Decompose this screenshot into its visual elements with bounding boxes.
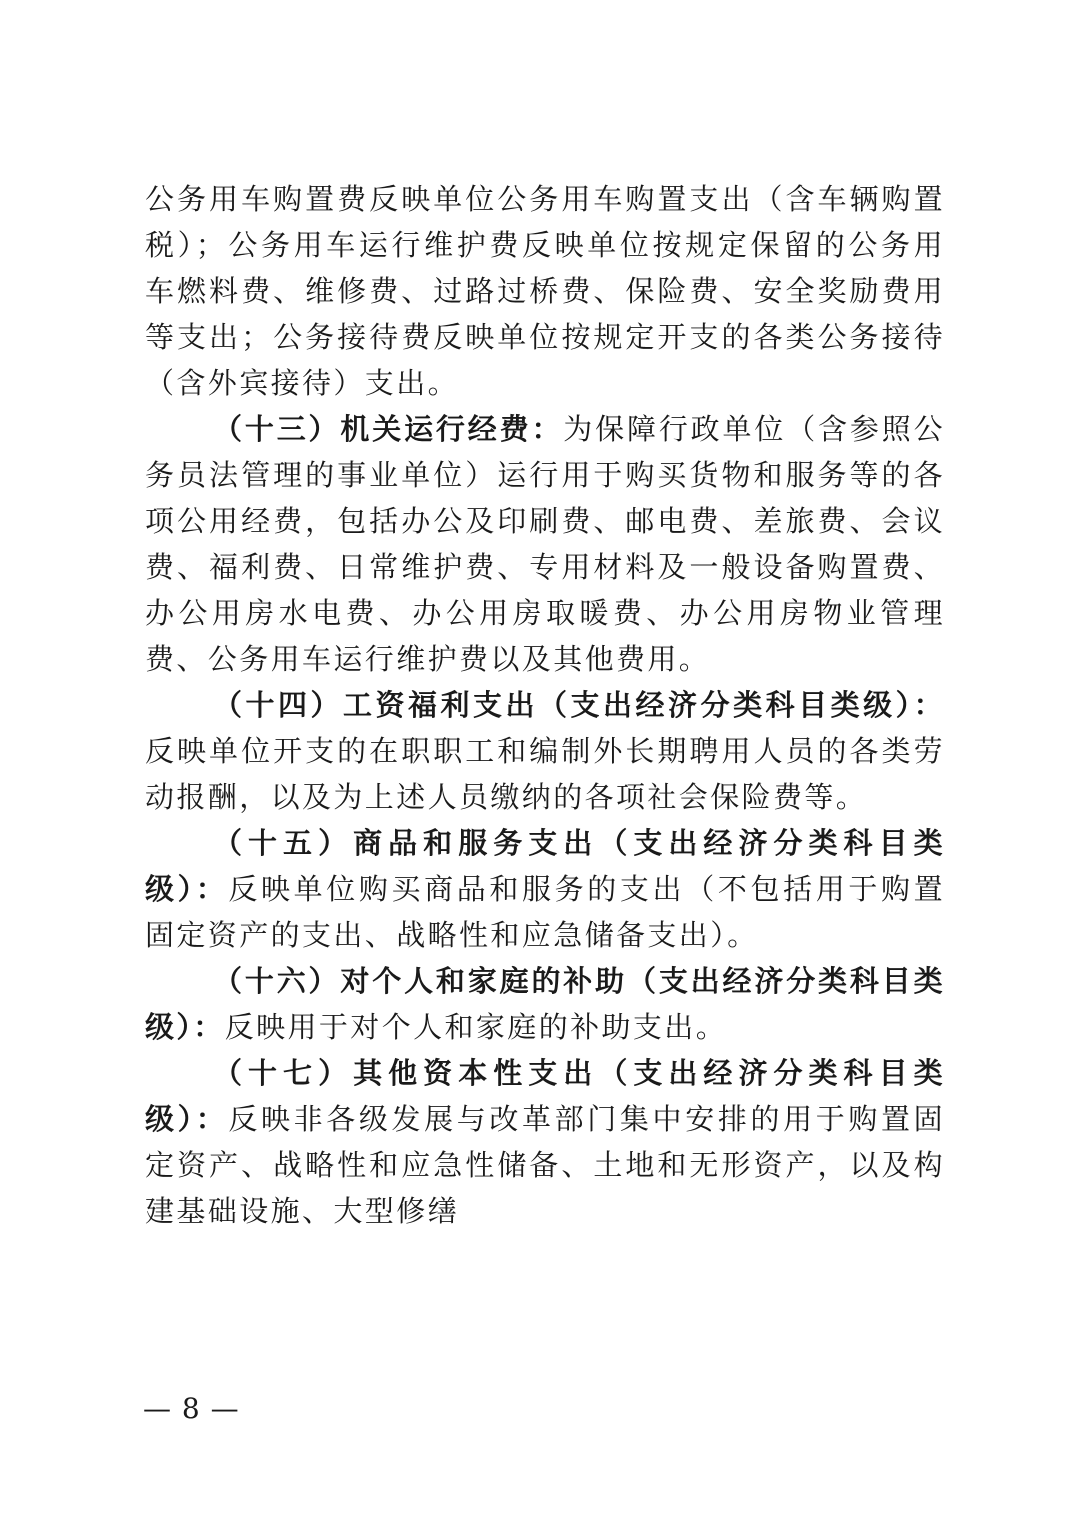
section-heading-13: （十三）机关运行经费： [213,412,564,446]
paragraph-text: 公务用车购置费反映单位公务用车购置支出（含车辆购置税）；公务用车运行维护费反映单位按规定保留的公务用车燃料费、维修费、过路过桥费、保险费、安全奖励费用等支出；公务接待费反映单位按规定开支的各类公务接待（含外宾接待）支出。 [145,182,945,400]
paragraph-text: 反映单位购买商品和服务的支出（不包括用于购置固定资产的支出、战略性和应急储备支出）。 [145,872,945,952]
paragraph-17 [145,1050,945,1234]
section-heading-14: （十四）工资福利支出（支出经济分类科目类级）： [213,688,945,722]
document-body [145,176,945,1234]
paragraph-14 [145,682,945,820]
paragraph-text: 反映单位开支的在职职工和编制外长期聘用人员的各类劳动报酬，以及为上述人员缴纳的各项社会保险费等。 [145,734,945,814]
paragraph-text: 反映用于对个人和家庭的补助支出。 [224,1010,728,1044]
paragraph-text: 反映非各级发展与改革部门集中安排的用于购置固定资产、战略性和应急性储备、土地和无形资产，以及构建基础设施、大型修缮 [145,1102,945,1228]
page-number: — 8 — [143,1392,240,1425]
paragraph-text: 为保障行政单位（含参照公务员法管理的事业单位）运行用于购买货物和服务等的各项公用经费，包括办公及印刷费、邮电费、差旅费、会议费、福利费、日常维护费、专用材料及一般设备购置费、办公用房水电费、办公用房取暖费、办公用房物业管理费、公务用车运行维护费以及其他费用。 [145,412,945,676]
paragraph-15 [145,820,945,958]
section-heading-17: （十七）其他资本性支出（支出经济分类科目类级）： [145,1056,945,1136]
paragraph-13 [145,406,945,682]
section-heading-15: （十五）商品和服务支出（支出经济分类科目类级）： [145,826,945,906]
paragraph-16 [145,958,945,1050]
section-heading-16: （十六）对个人和家庭的补助（支出经济分类科目类级）： [145,964,945,1044]
paragraph-vehicle-costs [145,176,945,406]
